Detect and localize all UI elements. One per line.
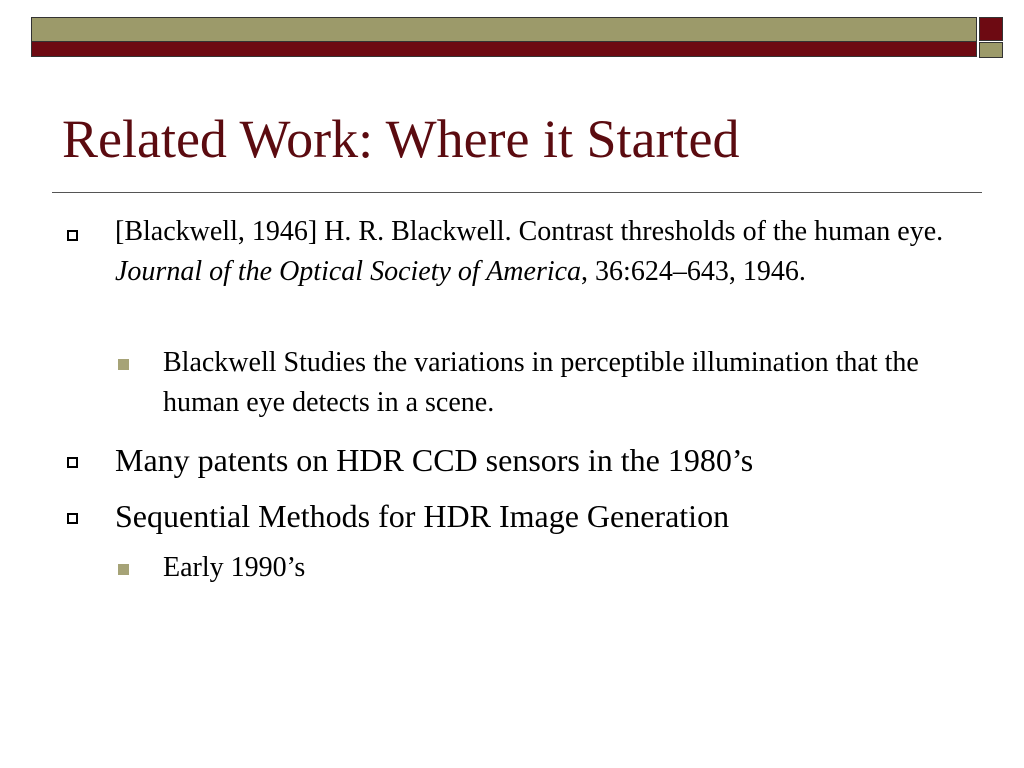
slide-title: Related Work: Where it Started [62, 109, 740, 169]
solid-square-bullet-icon [118, 359, 129, 370]
corner-square-olive [979, 42, 1003, 58]
citation-journal: Journal of the Optical Society of America [115, 256, 582, 287]
bullet-blackwell-citation [115, 212, 975, 292]
bullet-sequential-methods: Sequential Methods for HDR Image Generation [115, 498, 730, 534]
corner-square-maroon [979, 17, 1003, 41]
header-band-olive-stripe [32, 18, 976, 42]
bullet-hdr-ccd-patents: Many patents on HDR CCD sensors in the 1980’s [115, 442, 754, 478]
sub-bullet-blackwell-studies: Blackwell Studies the variations in perceptible illumination that the human eye detects in a scene. [163, 347, 919, 418]
sub-bullet-early-1990s: Early 1990’s [163, 552, 306, 583]
title-divider [52, 192, 982, 193]
citation-pages: , 36:624–643, 1946. [581, 256, 806, 287]
citation-text: [Blackwell, 1946] H. R. Blackwell. Contrast thresholds of the human eye. [115, 216, 944, 247]
header-band [31, 17, 977, 57]
hollow-square-bullet-icon [67, 513, 78, 524]
hollow-square-bullet-icon [67, 230, 78, 241]
hollow-square-bullet-icon [67, 457, 78, 468]
solid-square-bullet-icon [118, 564, 129, 575]
header-band-maroon-stripe [32, 42, 976, 56]
